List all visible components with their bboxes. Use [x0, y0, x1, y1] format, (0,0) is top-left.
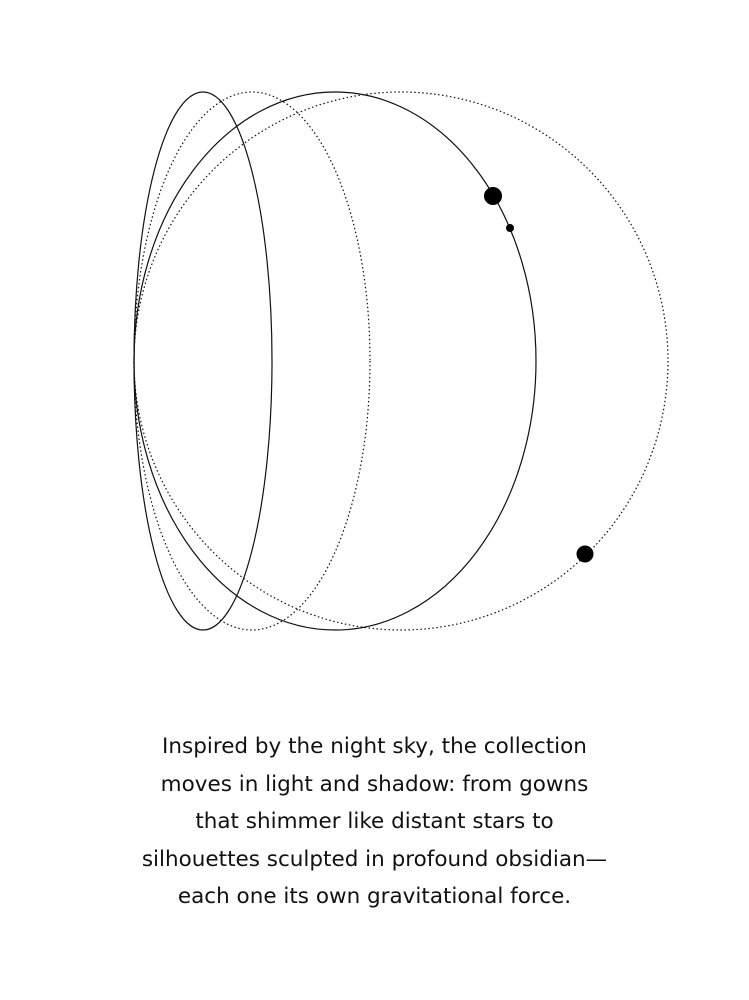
caption: [0, 728, 749, 916]
caption-line: silhouettes sculpted in profound obsidian—: [141, 846, 608, 872]
planet-large: [484, 187, 502, 205]
caption-line: moves in light and shadow: from gowns: [160, 771, 589, 797]
caption-line: Inspired by the night sky, the collection: [162, 734, 587, 759]
planet-lower: [577, 546, 594, 563]
caption-line: that shimmer like distant stars to: [195, 809, 554, 834]
orbit-solid-narrow: [134, 92, 272, 630]
caption-line: each one its own gravitational force.: [177, 884, 572, 909]
planet-moon: [506, 224, 514, 232]
orbit-solid-wide: [134, 92, 536, 630]
